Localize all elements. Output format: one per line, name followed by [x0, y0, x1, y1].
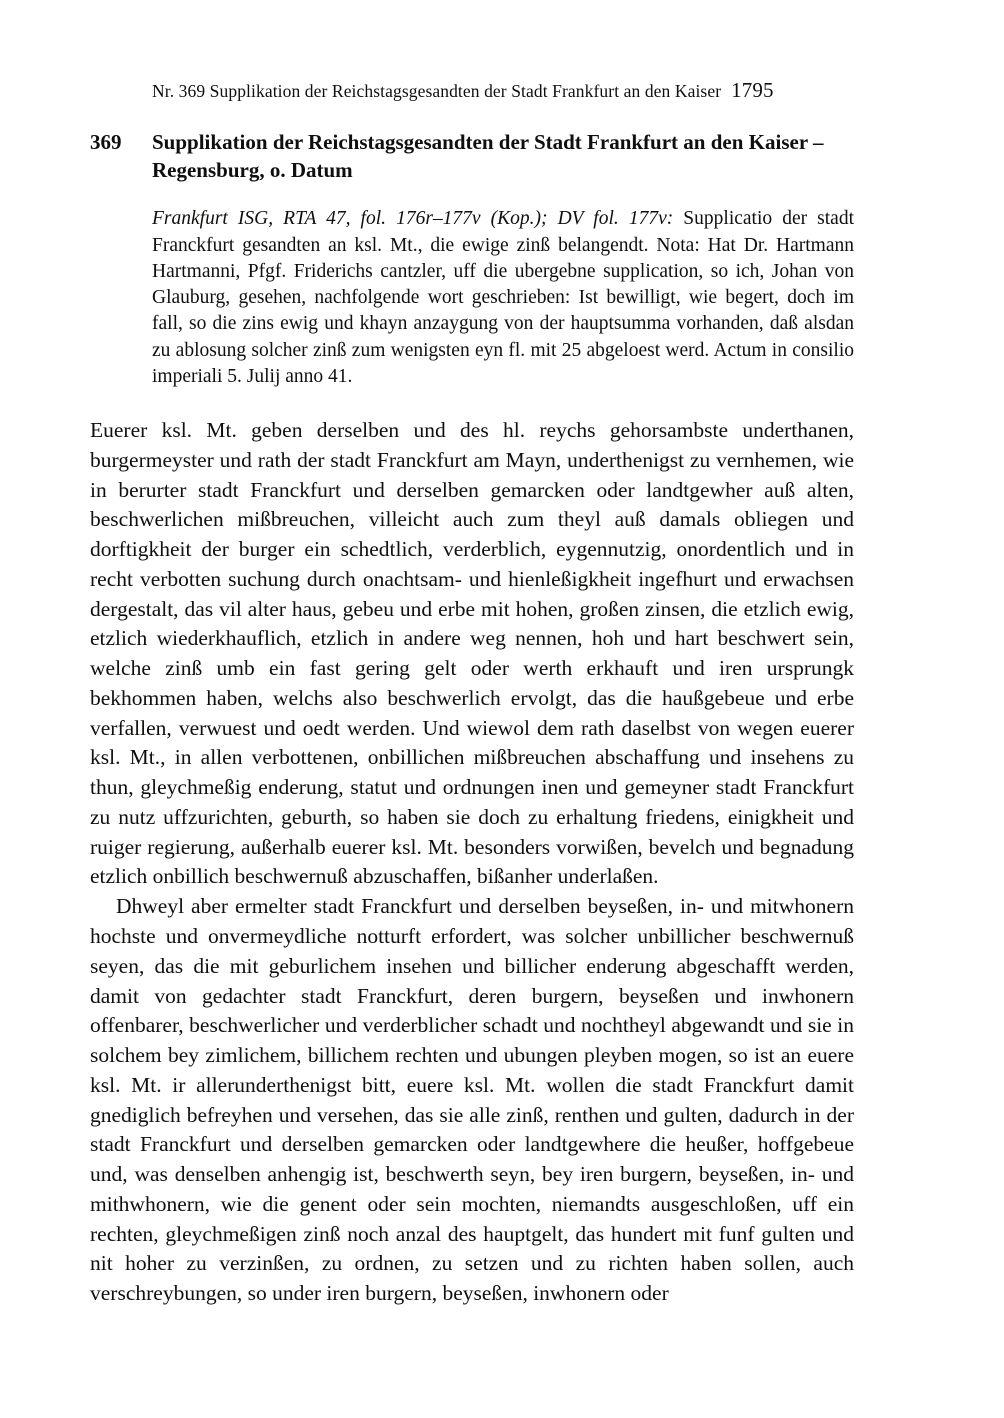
document-body: [90, 416, 854, 1309]
document-title: Supplikation der Reichstagsgesandten der Stadt Frankfurt an den Kaiser – Regensburg, o. Datum: [152, 130, 824, 182]
source-note: [152, 206, 854, 390]
document-number: 369: [90, 130, 122, 154]
document-heading: [90, 129, 854, 184]
page-number: 1795: [731, 78, 774, 102]
source-reference: Frankfurt ISG, RTA 47, fol. 176r–177v (Kop.); DV fol. 177v:: [152, 208, 674, 230]
body-paragraph-1: Euerer ksl. Mt. geben derselben und des hl. reychs gehorsambste underthanen, burgermeyster und rath der stadt Franckfurt am Mayn, underthenigst zu vernhemen, wie in berurter stadt Franckfurt und derselben gemarcken oder landtgewher auß alten, beschwerlichen mißbreuchen, villeicht auch zum theyl auß damals obliegen und dorftigkheit der burger ein schedtlich, verderblich, eygennutzig, onordentlich und in recht verbotten suchung durch onachtsam- und hienleßigkheit ingefhurt und erwachsen dergestalt, das vil alter haus, gebeu und erbe mit hohen, großen zinsen, die etzlich ewig, etzlich wiederkhauflich, etzlich in andere weg nennen, hoh und hart beschwert sein, welche zinß umb ein fast gering gelt oder werth erkhauft und iren ursprungk bekhommen haben, welchs also beschwerlich ervolgt, das die haußgebeue und erbe verfallen, verwuest und oedt werden. Und wiewol dem rath daselbst von wegen euerer ksl. Mt., in allen verbottenen, onbillichen mißbreuchen abschaffung und insehens zu thun, gleychmeßig enderung, statut und ordnungen inen und gemeyner stadt Franckfurt zu nutz uffzurichten, geburth, so haben sie doch zu erhaltung friedens, einigkheit und ruiger regierung, außerhalb euerer ksl. Mt. besonders vorwißen, bevelch und begnadung etzlich onbillich beschwernuß abzuschaffen, bißanher underlaßen.: [90, 417, 854, 889]
running-head: [152, 78, 854, 103]
body-paragraph-2: Dhweyl aber ermelter stadt Franckfurt und derselben beyseßen, in- und mitwhonern hochste und onvermeydliche notturft erfordert, was solcher unbillicher beschwernuß seyen, das die mit geburlichem insehen und billicher enderung abgeschafft werden, damit von gedachter stadt Franckfurt, deren burgern, beyseßen und inwhonern offenbarer, beschwerlicher und verderblicher schadt und nochtheyl abgewandt und sie in solchem bey zimlichem, billichem rechten und ubungen pleyben mogen, so ist an euere ksl. Mt. ir allerunderthenigst bitt, euere ksl. Mt. wollen die stadt Franckfurt damit gnediglich befreyhen und versehen, das sie alle zinß, renthen und gulten, dadurch in der stadt Franckfurt und derselben gemarcken oder landtgewhere die heußer, hoffgebeue und, was denselben anhengig ist, beschwerth seyn, bey iren burgern, beyseßen, in- und mithwhonern, wie die genent oder sein mochten, niemandts ausgeschloßen, uff ein rechten, gleychmeßigen zinß noch anzal des hauptgelt, das hundert mit funf gulten und nit hoher zu verzinßen, zu ordnen, zu setzen und zu richten haben sollen, auch verschreybungen, so under iren burgern, beyseßen, inwhonern oder: [90, 894, 854, 1306]
running-head-title: Nr. 369 Supplikation der Reichstagsgesandten der Stadt Frankfurt an den Kaiser: [152, 81, 722, 101]
source-description: Supplicatio der stadt Franckfurt gesandten an ksl. Mt., die ewige zinß belangendt. Nota: Hat Dr. Hartmann Hartmanni, Pfgf. Friderichs cantzler, uff die ubergebne supplication, so ich, Johan von Glauburg, gesehen, nachfolgende wort geschrieben: Ist bewilligt, wie begert, doch im fall, so die zins ewig und khayn anzaygung von der hauptsumma vorhanden, daß alsdan zu ablosung solcher zinß zum wenigsten eyn fl. mit 25 abgeloest werd. Actum in consilio imperiali 5. Julij anno 41.: [152, 208, 854, 387]
